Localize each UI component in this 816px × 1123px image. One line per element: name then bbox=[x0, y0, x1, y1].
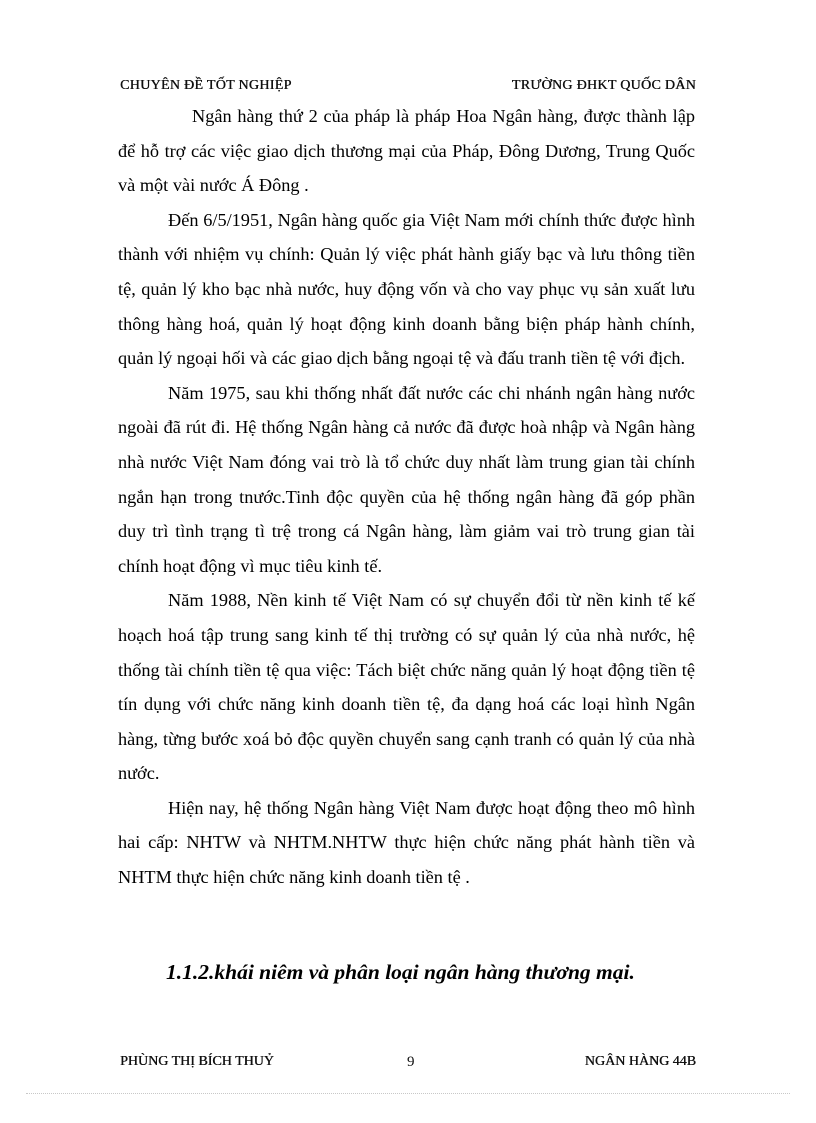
page-bottom-divider bbox=[26, 1093, 790, 1094]
page-number: 9 bbox=[407, 1054, 415, 1070]
footer-author: PHÙNG THỊ BÍCH THUỶ bbox=[120, 1054, 274, 1069]
page-footer bbox=[120, 1054, 696, 1076]
section-heading: 1.1.2.khái niêm và phân loại ngân hàng thương mại. bbox=[166, 960, 635, 984]
paragraph: Năm 1975, sau khi thống nhất đất nước các chi nhánh ngân hàng nước ngoài đã rút đi. Hệ thống Ngân hàng cả nước đã được hoà nhập và Ngân hàng nhà nước Việt Nam đóng vai trò là tổ chức duy nhất làm trung gian tài chính ngắn hạn trong tnước.Tinh độc quyền của hệ thống ngân hàng đã góp phần duy trì tình trạng tì trệ trong cá Ngân hàng, làm giảm vai trò trung gian tài chính hoạt động vì mục tiêu kinh tế. bbox=[118, 382, 695, 576]
page-header bbox=[120, 70, 696, 94]
header-university: TRƯỜNG ĐHKT QUỐC DÂN bbox=[511, 78, 696, 93]
footer-class: NGÂN HÀNG 44B bbox=[584, 1054, 696, 1069]
paragraph: Năm 1988, Nền kinh tế Việt Nam có sự chuyển đổi từ nền kinh tế kế hoạch hoá tập trung sang kinh tế thị trường có sự quản lý của nhà nước, hệ thống tài chính tiền tệ qua việc: Tách biệt chức năng quản lý hoạt động tiền tệ tín dụng với chức năng kinh doanh tiền tệ, đa dạng hoá các loại hình Ngân hàng, từng bước xoá bỏ độc quyền chuyển sang cạnh tranh có quản lý của nhà nước. bbox=[118, 590, 695, 784]
paragraph: Đến 6/5/1951, Ngân hàng quốc gia Việt Nam mới chính thức được hình thành với nhiệm vụ chính: Quản lý việc phát hành giấy bạc và lưu thông tiền tệ, quản lý kho bạc nhà nước, huy động vốn và cho vay phục vụ sản xuất lưu thông hàng hoá, quản lý hoạt động kinh doanh bằng biện pháp hành chính, quản lý ngoại hối và các giao dịch bằng ngoại tệ và đấu tranh tiền tệ với địch. bbox=[118, 209, 695, 369]
header-document-type: CHUYÊN ĐỀ TỐT NGHIỆP bbox=[120, 78, 292, 93]
document-body bbox=[118, 99, 695, 895]
paragraph: Hiện nay, hệ thống Ngân hàng Việt Nam được hoạt động theo mô hình hai cấp: NHTW và NHTM.NHTW thực hiện chức năng phát hành tiền và NHTM thực hiện chức năng kinh doanh tiền tệ . bbox=[118, 797, 695, 888]
paragraph: Ngân hàng thứ 2 của pháp là pháp Hoa Ngân hàng, được thành lập để hỗ trợ các việc giao dịch thương mại của Pháp, Đông Dương, Trung Quốc và một vài nước Á Đông . bbox=[118, 106, 695, 196]
